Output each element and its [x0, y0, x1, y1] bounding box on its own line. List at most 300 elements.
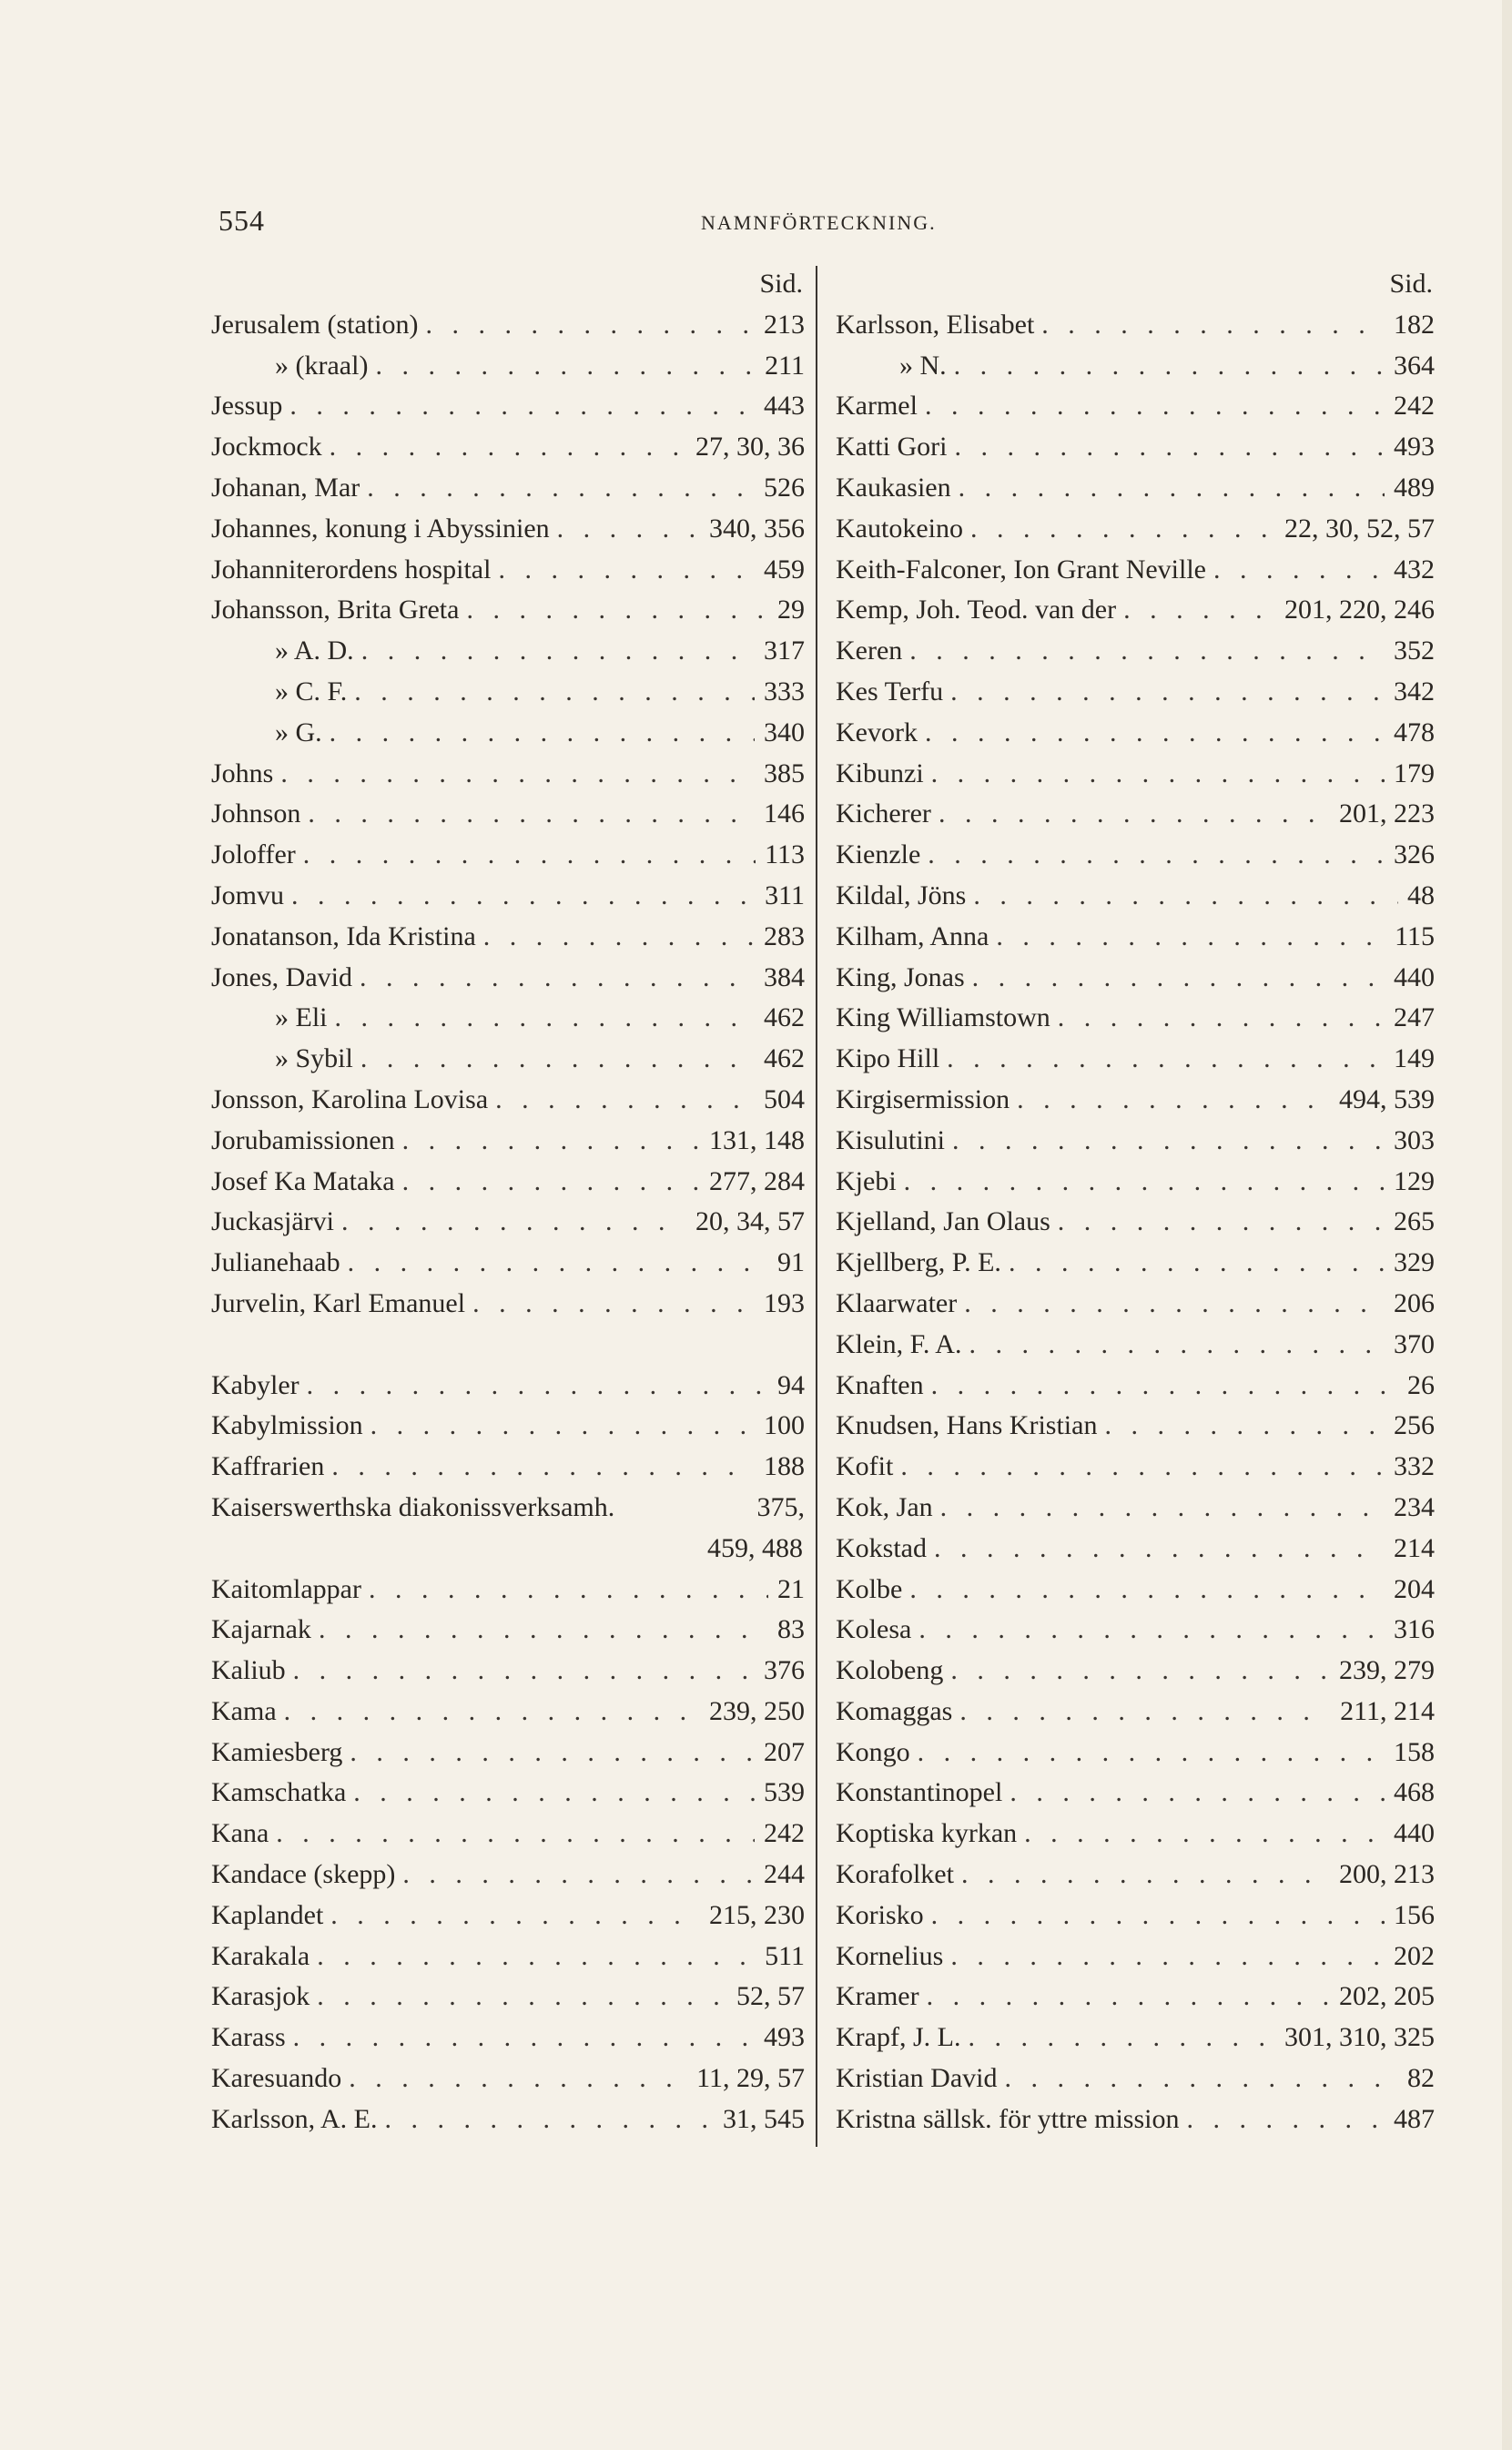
leader-dots	[954, 346, 1385, 387]
entry-pages: 370	[1394, 1328, 1435, 1359]
leader-dots	[970, 509, 1275, 550]
entry-name: Karesuando	[211, 2063, 342, 2094]
index-entry	[211, 427, 805, 468]
entry-pages: 27, 30, 36	[695, 432, 805, 463]
entry-name: Karakala	[211, 1940, 310, 1971]
index-entry	[211, 1896, 805, 1937]
entry-pages: 215, 230	[709, 1899, 805, 1930]
entry-name: Kramer	[836, 1981, 919, 2012]
entry-name: Krapf, J. L.	[836, 2022, 961, 2053]
index-entry	[836, 835, 1435, 876]
entry-pages: 432	[1394, 554, 1435, 585]
index-entry	[211, 1447, 805, 1488]
entry-pages: 113	[765, 839, 805, 870]
leader-dots	[335, 998, 756, 1039]
entry-pages: 211, 214	[1340, 1695, 1435, 1726]
entry-pages: 511	[765, 1940, 805, 1971]
entry-name: » Eli	[275, 1002, 328, 1033]
sid-label: Sid.	[759, 269, 803, 299]
entry-name: Karasjok	[211, 1981, 310, 2012]
leader-dots	[369, 1570, 768, 1611]
entry-pages: 494, 539	[1339, 1083, 1435, 1114]
leader-dots	[425, 305, 755, 346]
leader-dots	[950, 1937, 1385, 1977]
entry-pages: 311	[765, 879, 805, 910]
entry-name: Joloffer	[211, 839, 296, 870]
entry-name: Kisulutini	[836, 1124, 946, 1155]
index-entry	[836, 672, 1435, 713]
entry-pages: 493	[764, 2022, 805, 2053]
entry-pages: 493	[1394, 432, 1435, 463]
index-entry	[211, 1366, 805, 1407]
leader-dots	[904, 1162, 1385, 1203]
index-entry	[836, 917, 1435, 958]
running-title: NAMNFÖRTECKNING.	[701, 211, 937, 234]
entry-pages: 462	[764, 1043, 805, 1074]
entry-name: Kabyler	[211, 1369, 299, 1400]
entry-name: Kolesa	[836, 1614, 912, 1645]
leader-dots	[968, 2018, 1275, 2059]
leader-dots	[925, 386, 1385, 427]
entry-name: Johns	[211, 757, 274, 788]
entry-pages: 342	[1394, 676, 1435, 707]
entry-name: Jessup	[211, 391, 283, 422]
entry-name: Jorubamissionen	[211, 1124, 395, 1155]
entry-name: Knudsen, Hans Kristian	[836, 1410, 1098, 1441]
index-entry	[211, 2099, 805, 2140]
entry-pages: 376	[764, 1655, 805, 1686]
entry-name: Keren	[836, 635, 903, 666]
entry-pages: 91	[777, 1247, 805, 1278]
entry-name: Kolbe	[836, 1573, 903, 1604]
leader-dots	[964, 1284, 1385, 1325]
leader-dots	[402, 1121, 700, 1162]
entry-name: Kana	[211, 1818, 269, 1849]
entry-pages: 179	[1394, 757, 1435, 788]
leader-dots	[952, 1121, 1385, 1162]
entry-name: Kjellberg, P. E.	[836, 1247, 1001, 1278]
entry-pages: 21	[777, 1573, 805, 1604]
leader-dots	[317, 1937, 756, 1977]
entry-pages: 333	[764, 676, 805, 707]
leader-dots	[1010, 1773, 1385, 1814]
index-entry	[211, 876, 805, 917]
index-entry	[211, 835, 805, 876]
entry-name: Kilham, Anna	[836, 920, 989, 951]
entry-name: Kamschatka	[211, 1777, 347, 1808]
leader-dots	[498, 550, 755, 591]
entry-name: Kaliub	[211, 1655, 286, 1686]
index-entry	[211, 305, 805, 346]
page-header	[218, 204, 1456, 249]
leader-dots	[1058, 1202, 1385, 1243]
entry-pages: 26	[1407, 1369, 1435, 1400]
entry-name: Kongo	[836, 1736, 910, 1767]
entry-name: Kristian David	[836, 2063, 998, 2094]
left-entries-k	[211, 1366, 805, 1488]
entry-name: Karlsson, Elisabet	[836, 309, 1035, 340]
index-entry	[211, 386, 805, 427]
leader-dots	[349, 2059, 687, 2099]
leader-dots	[293, 1651, 755, 1692]
index-entry	[211, 1202, 805, 1243]
index-entry	[211, 631, 805, 672]
index-entry	[836, 2099, 1435, 2140]
index-entry	[836, 590, 1435, 631]
leader-dots	[361, 631, 755, 672]
entry-name: Karmel	[836, 391, 918, 422]
index-entry	[836, 2059, 1435, 2099]
entry-pages: 242	[764, 1818, 805, 1849]
left-entries	[211, 305, 805, 1325]
leader-dots	[370, 1406, 755, 1447]
index-entry	[836, 1162, 1435, 1203]
index-entry	[836, 1692, 1435, 1733]
leader-dots	[1213, 550, 1385, 591]
index-entry	[211, 1488, 805, 1529]
index-entry	[836, 1243, 1435, 1284]
entry-pages: 115	[1395, 920, 1435, 951]
index-entry	[836, 754, 1435, 795]
leader-dots	[483, 917, 755, 958]
leader-dots	[375, 346, 756, 387]
leader-dots	[972, 958, 1385, 999]
entry-name: Katti Gori	[836, 432, 948, 463]
index-entry	[836, 386, 1435, 427]
entry-name: Jonatanson, Ida Kristina	[211, 920, 476, 951]
entry-pages: 100	[764, 1410, 805, 1441]
entry-name: Keith-Falconer, Ion Grant Neville	[836, 554, 1206, 585]
entry-pages: 52, 57	[736, 1981, 805, 2012]
entry-name: Johannes, konung i Abyssinien	[211, 513, 550, 544]
entry-name: Kandace (skepp)	[211, 1859, 396, 1890]
index-entry	[211, 1733, 805, 1774]
index-entry	[211, 1080, 805, 1121]
leader-dots	[931, 754, 1385, 795]
entry-name: Kofit	[836, 1451, 894, 1482]
leader-dots	[317, 1977, 727, 2018]
entry-pages: 131, 148	[709, 1124, 805, 1155]
entry-pages: 206	[1394, 1287, 1435, 1318]
entry-pages: 211	[765, 350, 805, 381]
entry-pages: 303	[1394, 1124, 1435, 1155]
leader-dots	[1024, 1814, 1385, 1855]
leader-dots	[969, 1325, 1385, 1366]
entry-name: Kjebi	[836, 1165, 897, 1196]
leader-dots	[900, 1447, 1385, 1488]
leader-dots	[961, 1855, 1330, 1896]
index-entry	[211, 1651, 805, 1692]
leader-dots	[927, 1977, 1330, 2018]
index-entry	[211, 590, 805, 631]
entry-pages: 489	[1394, 472, 1435, 503]
leader-dots	[973, 876, 1398, 917]
entry-pages: 188	[764, 1451, 805, 1482]
entry-name: Klaarwater	[836, 1287, 958, 1318]
index-entry	[836, 509, 1435, 550]
entry-pages: 364	[1394, 350, 1435, 381]
index-entry	[211, 754, 805, 795]
entry-name: Kok, Jan	[836, 1491, 933, 1522]
entry-name: Korafolket	[836, 1859, 954, 1890]
entry-pages: 283	[764, 920, 805, 951]
leader-dots	[918, 1610, 1385, 1651]
index-entry	[211, 1243, 805, 1284]
leader-dots	[1004, 2059, 1398, 2099]
entry-name: Koptiska kyrkan	[836, 1818, 1018, 1849]
leader-dots	[353, 1773, 755, 1814]
left-entries-k2	[211, 1570, 805, 2140]
leader-dots	[495, 1080, 755, 1121]
entry-pages: 504	[764, 1083, 805, 1114]
entry-pages: 244	[764, 1859, 805, 1890]
index-entry	[836, 958, 1435, 999]
leader-dots	[350, 1733, 755, 1774]
entry-pages: 340	[764, 717, 805, 747]
entry-pages: 326	[1394, 839, 1435, 870]
column-divider	[816, 266, 817, 2147]
index-entry	[211, 1610, 805, 1651]
entry-name: Knaften	[836, 1369, 924, 1400]
index-entry	[836, 1733, 1435, 1774]
entry-name: Kipo Hill	[836, 1043, 940, 1074]
leader-dots	[284, 1692, 700, 1733]
entry-pages: 200, 213	[1339, 1859, 1435, 1890]
leader-dots	[385, 2099, 715, 2140]
leader-dots	[330, 713, 755, 754]
entry-pages: 201, 220, 246	[1284, 595, 1435, 625]
index-column-left	[211, 264, 805, 2140]
entry-name: » A. D.	[275, 635, 354, 666]
leader-dots	[341, 1202, 686, 1243]
entry-pages: 539	[764, 1777, 805, 1808]
entry-continuation: 459, 488	[707, 1532, 803, 1563]
entry-pages: 234	[1394, 1491, 1435, 1522]
page-number: 554	[218, 204, 265, 237]
leader-dots	[928, 835, 1385, 876]
index-entry	[211, 2018, 805, 2059]
entry-pages: 526	[764, 472, 805, 503]
entry-name: Kildal, Jöns	[836, 879, 967, 910]
index-entry	[836, 1488, 1435, 1529]
leader-dots	[954, 427, 1385, 468]
leader-dots	[472, 1284, 755, 1325]
entry-name: King Williamstown	[836, 1002, 1050, 1033]
entry-pages: 11, 29, 57	[696, 2063, 805, 2094]
entry-name: Jomvu	[211, 879, 285, 910]
entry-name: Kaukasien	[836, 472, 951, 503]
entry-name: Kajarnak	[211, 1614, 311, 1645]
index-entry	[836, 346, 1435, 387]
leader-dots	[1058, 998, 1385, 1039]
entry-name: Kevork	[836, 717, 918, 747]
index-entry	[836, 1814, 1435, 1855]
entry-name: Johanniterordens hospital	[211, 554, 492, 585]
index-entry	[211, 1937, 805, 1977]
leader-dots	[360, 958, 755, 999]
entry-pages: 207	[764, 1736, 805, 1767]
leader-dots	[909, 1570, 1385, 1611]
index-entry	[836, 1121, 1435, 1162]
entry-pages: 329	[1394, 1247, 1435, 1278]
entry-pages: 82	[1407, 2063, 1435, 2094]
entry-name: Kemp, Joh. Teod. van der	[836, 595, 1117, 625]
entry-pages: 204	[1394, 1573, 1435, 1604]
entry-pages: 239, 279	[1339, 1655, 1435, 1686]
index-entry	[836, 1202, 1435, 1243]
index-entry	[836, 427, 1435, 468]
leader-dots	[303, 835, 756, 876]
leader-dots	[1104, 1406, 1385, 1447]
entry-pages: 247	[1394, 1002, 1435, 1033]
leader-dots	[291, 876, 756, 917]
index-entry	[836, 1855, 1435, 1896]
entry-name: King, Jonas	[836, 961, 965, 992]
entry-pages: 214	[1394, 1532, 1435, 1563]
entry-pages: 83	[777, 1614, 805, 1645]
entry-pages: 384	[764, 961, 805, 992]
index-entry	[836, 1570, 1435, 1611]
leader-dots	[1041, 305, 1385, 346]
entry-name: Johanan, Mar	[211, 472, 360, 503]
entry-pages: 149	[1394, 1043, 1435, 1074]
index-entry	[836, 1284, 1435, 1325]
entry-pages: 301, 310, 325	[1284, 2022, 1435, 2053]
entry-pages: 20, 34, 57	[695, 1206, 805, 1237]
leader-dots	[289, 386, 755, 427]
entry-name: » (kraal)	[275, 350, 369, 381]
index-entry	[836, 631, 1435, 672]
leader-dots	[319, 1610, 768, 1651]
entry-name: Kristna sällsk. för yttre mission	[836, 2103, 1180, 2134]
leader-dots	[996, 917, 1385, 958]
leader-dots	[293, 2018, 755, 2059]
index-entry	[836, 998, 1435, 1039]
index-entry	[836, 1325, 1435, 1366]
entry-name: Kirgisermission	[836, 1083, 1010, 1114]
leader-dots	[1186, 2099, 1385, 2140]
entry-pages: 385	[764, 757, 805, 788]
leader-dots	[330, 1896, 700, 1937]
entry-name: Kicherer	[836, 798, 931, 829]
index-entry	[211, 1162, 805, 1203]
index-entry	[211, 1570, 805, 1611]
entry-pages: 443	[764, 391, 805, 422]
page-edge	[1502, 0, 1512, 2450]
index-entry	[211, 1773, 805, 1814]
index-entry	[211, 1814, 805, 1855]
entry-name: Jerusalem (station)	[211, 309, 419, 340]
leader-dots	[280, 754, 755, 795]
leader-dots	[959, 468, 1385, 509]
entry-pages: 22, 30, 52, 57	[1284, 513, 1435, 544]
leader-dots	[950, 1651, 1330, 1692]
entry-name: Kjelland, Jan Olaus	[836, 1206, 1050, 1237]
entry-pages: 462	[764, 1002, 805, 1033]
entry-pages: 94	[777, 1369, 805, 1400]
entry-name: Kibunzi	[836, 757, 924, 788]
entry-pages: 440	[1394, 961, 1435, 992]
entry-pages: 242	[1394, 391, 1435, 422]
entry-pages: 182	[1394, 309, 1435, 340]
index-entry	[836, 1447, 1435, 1488]
index-entry	[211, 1121, 805, 1162]
section-gap	[211, 1325, 805, 1366]
leader-dots	[402, 1855, 755, 1896]
entry-name: Konstantinopel	[836, 1777, 1003, 1808]
leader-dots	[276, 1814, 755, 1855]
index-entry	[211, 672, 805, 713]
entry-name: Jones, David	[211, 961, 352, 992]
leader-dots	[360, 1039, 755, 1080]
index-entry	[836, 1529, 1435, 1570]
index-entry	[836, 1651, 1435, 1692]
entry-pages: 202	[1394, 1940, 1435, 1971]
entry-name: Kaffrarien	[211, 1451, 325, 1482]
index-entry	[836, 1406, 1435, 1447]
entry-name: Josef Ka Mataka	[211, 1165, 395, 1196]
entry-pages: 156	[1394, 1899, 1435, 1930]
leader-dots	[931, 1896, 1385, 1937]
entry-pages: 316	[1394, 1614, 1435, 1645]
entry-pages: 201, 223	[1339, 798, 1435, 829]
leader-dots	[947, 1039, 1385, 1080]
entry-name: Kes Terfu	[836, 676, 944, 707]
index-entry	[211, 1692, 805, 1733]
entry-name: Kienzle	[836, 839, 921, 870]
leader-dots	[931, 1366, 1398, 1407]
entry-pages: 265	[1394, 1206, 1435, 1237]
index-entry	[211, 713, 805, 754]
entry-pages: 48	[1407, 879, 1435, 910]
entry-name: Jurvelin, Karl Emanuel	[211, 1287, 466, 1318]
entry-pages: 202, 205	[1339, 1981, 1435, 2012]
leader-dots	[1123, 590, 1275, 631]
entry-name: » N.	[899, 350, 947, 381]
leader-dots	[330, 427, 686, 468]
index-entry	[211, 346, 805, 387]
entry-name: Kaitomlappar	[211, 1573, 361, 1604]
right-entries	[836, 305, 1435, 2140]
sid-label: Sid.	[1389, 269, 1433, 299]
leader-dots	[354, 672, 755, 713]
entry-name: Kamiesberg	[211, 1736, 343, 1767]
entry-pages: 352	[1394, 635, 1435, 666]
entry-pages: 317	[764, 635, 805, 666]
entry-pages: 129	[1394, 1165, 1435, 1196]
entry-name: Kautokeino	[836, 513, 963, 544]
entry-pages: 158	[1394, 1736, 1435, 1767]
entry-name: Jonsson, Karolina Lovisa	[211, 1083, 489, 1114]
index-entry	[836, 794, 1435, 835]
entry-pages: 239, 250	[709, 1695, 805, 1726]
entry-name: Klein, F. A.	[836, 1328, 962, 1359]
index-entry	[211, 1039, 805, 1080]
leader-dots	[940, 1488, 1385, 1529]
index-entry	[836, 876, 1435, 917]
entry-pages: 213	[764, 309, 805, 340]
index-entry	[836, 1773, 1435, 1814]
index-entry	[836, 1977, 1435, 2018]
entry-pages: 277, 284	[709, 1165, 805, 1196]
index-entry	[211, 509, 805, 550]
entry-pages: 193	[764, 1287, 805, 1318]
index-entry	[211, 1284, 805, 1325]
entry-name: Komaggas	[836, 1695, 953, 1726]
entry-name: » G.	[275, 717, 322, 747]
leader-dots	[934, 1529, 1385, 1570]
entry-name: Jockmock	[211, 432, 322, 463]
